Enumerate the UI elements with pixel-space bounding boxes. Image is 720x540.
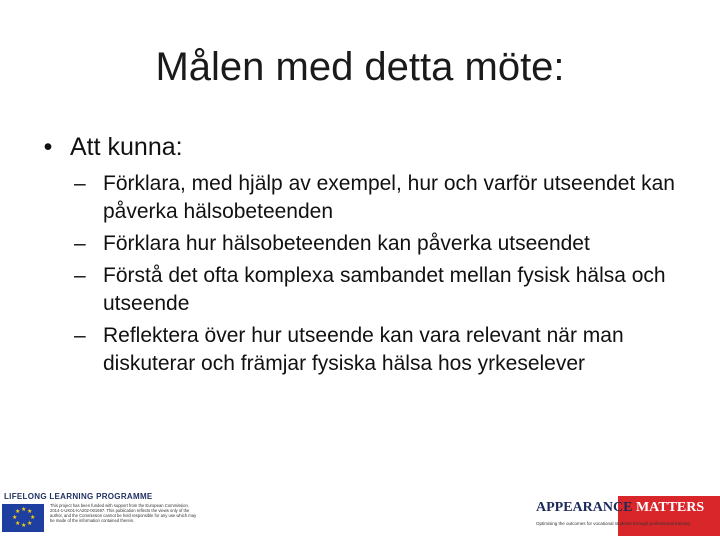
dash-marker: – <box>74 172 86 195</box>
slide-content <box>28 130 698 382</box>
sub-bullet-item <box>28 170 698 226</box>
dash-marker: – <box>74 264 86 287</box>
bullet-text: Att kunna: <box>70 133 183 161</box>
brand-name <box>536 500 704 516</box>
slide-title: Målen med detta möte: <box>155 45 565 89</box>
bullet-item <box>28 130 698 164</box>
llp-title: LIFELONG LEARNING PROGRAMME <box>4 492 153 501</box>
dash-marker: – <box>74 232 86 255</box>
sub-bullet-text: Förstå det ofta komplexa sambandet mellan fysisk hälsa och utseende <box>103 264 666 315</box>
sub-bullet-item <box>28 262 698 318</box>
sub-bullet-list <box>28 170 698 378</box>
dash-marker: – <box>74 324 86 347</box>
brand-tagline: Optimising the outcomes for vocational students through professional training <box>536 521 690 526</box>
sub-bullet-text: Förklara, med hjälp av exempel, hur och varför utseendet kan påverka hälsobeteenden <box>103 172 675 223</box>
sub-bullet-item <box>28 322 698 378</box>
sub-bullet-item <box>28 230 698 258</box>
eu-flag-icon: ★ ★ ★ ★ ★ ★ ★ ★ <box>2 504 44 532</box>
sub-bullet-text: Förklara hur hälsobeteenden kan påverka utseendet <box>103 232 590 255</box>
brand-word-appearance: APPEARANCE <box>536 500 633 515</box>
brand-word-matters: MATTERS <box>635 500 705 515</box>
sub-bullet-text: Reflektera över hur utseende kan vara relevant när man diskuterar och främjar fysiska hälsa hos yrkeselever <box>103 324 624 375</box>
lifelong-learning-logo <box>0 492 200 540</box>
funding-disclaimer: This project has been funded with support from the European Commission. 2014-1-UK01-KA202-001697. This publication reflects the views only of the author, and the Commission cannot be held responsible for any use which may be made of the information contained therein. <box>50 503 197 523</box>
appearance-matters-logo <box>532 492 720 540</box>
bullet-marker: • <box>43 133 53 161</box>
